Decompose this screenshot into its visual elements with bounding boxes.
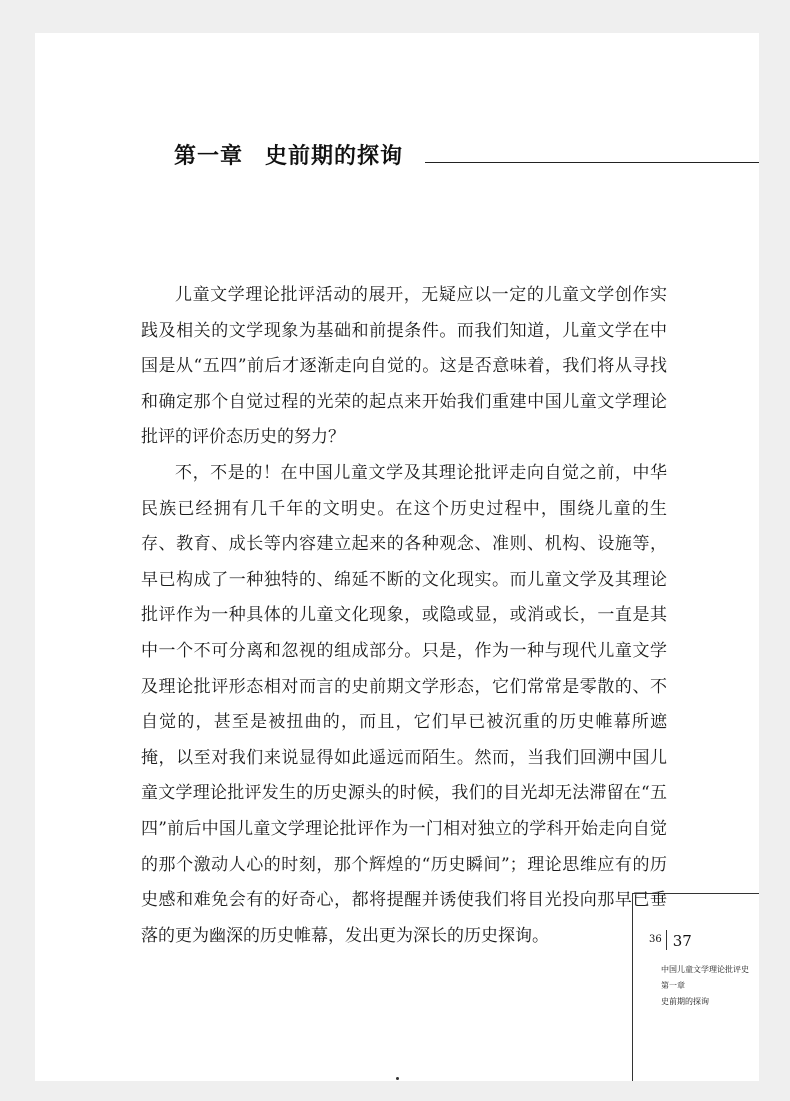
running-book-title: 中国儿童文学理论批评史 [661,965,749,974]
paragraph-2: 不，不是的！在中国儿童文学及其理论批评走向自觉之前，中华民族已经拥有几千年的文明史。在这个历史过程中，围绕儿童的生存、教育、成长等内容建立起来的各种观念、准则、机构、设施等，早已构成了一种独特的、绵延不断的文化现实。而儿童文学及其理论批评作为一种具体的儿童文化现象，或隐或显，或消或长，一直是其中一个不可分离和忽视的组成部分。只是，作为一种与现代儿童文学及理论批评形态相对而言的史前期文学形态，它们常常是零散的、不自觉的，甚至是被扭曲的，而且，它们早已被沉重的历史帷幕所遮掩，以至对我们来说显得如此遥远而陌生。然而，当我们回溯中国儿童文学理论批评发生的历史源头的时候，我们的目光却无法滞留在“五四”前后中国儿童文学理论批评作为一门相对独立的学科开始走向自觉的那个激动人心的时刻，那个辉煌的“历史瞬间”；理论思维应有的历史感和难免会有的好奇心，都将提醒并诱使我们将目光投向那早已垂落的更为幽深的历史帷幕，发出更为深长的历史探询。 [141,462,667,946]
folio-divider [666,930,667,950]
book-page [35,33,759,1081]
chapter-heading [174,139,403,170]
chapter-title: 史前期的探询 [265,143,404,169]
body-text [141,278,667,954]
bottom-dot [396,1077,399,1080]
page-numbers [649,930,692,950]
paragraph-1: 儿童文学理论批评活动的展开，无疑应以一定的儿童文学创作实践及相关的文学现象为基础和前提条件。而我们知道，儿童文学在中国是从“五四”前后才逐渐走向自觉的。这是否意味着，我们将从寻找和确定那个自觉过程的光荣的起点来开始我们重建中国儿童文学理论批评的评价态历史的努力？ [141,285,667,448]
running-chapter-number: 第一章 [661,981,685,990]
chapter-number: 第一章 [174,143,244,169]
right-page-number: 37 [672,932,692,950]
left-page-number: 36 [649,934,662,945]
running-chapter-title: 史前期的探询 [661,997,709,1006]
heading-rule [425,162,759,163]
margin-box [632,893,759,1081]
running-head [661,962,749,1010]
